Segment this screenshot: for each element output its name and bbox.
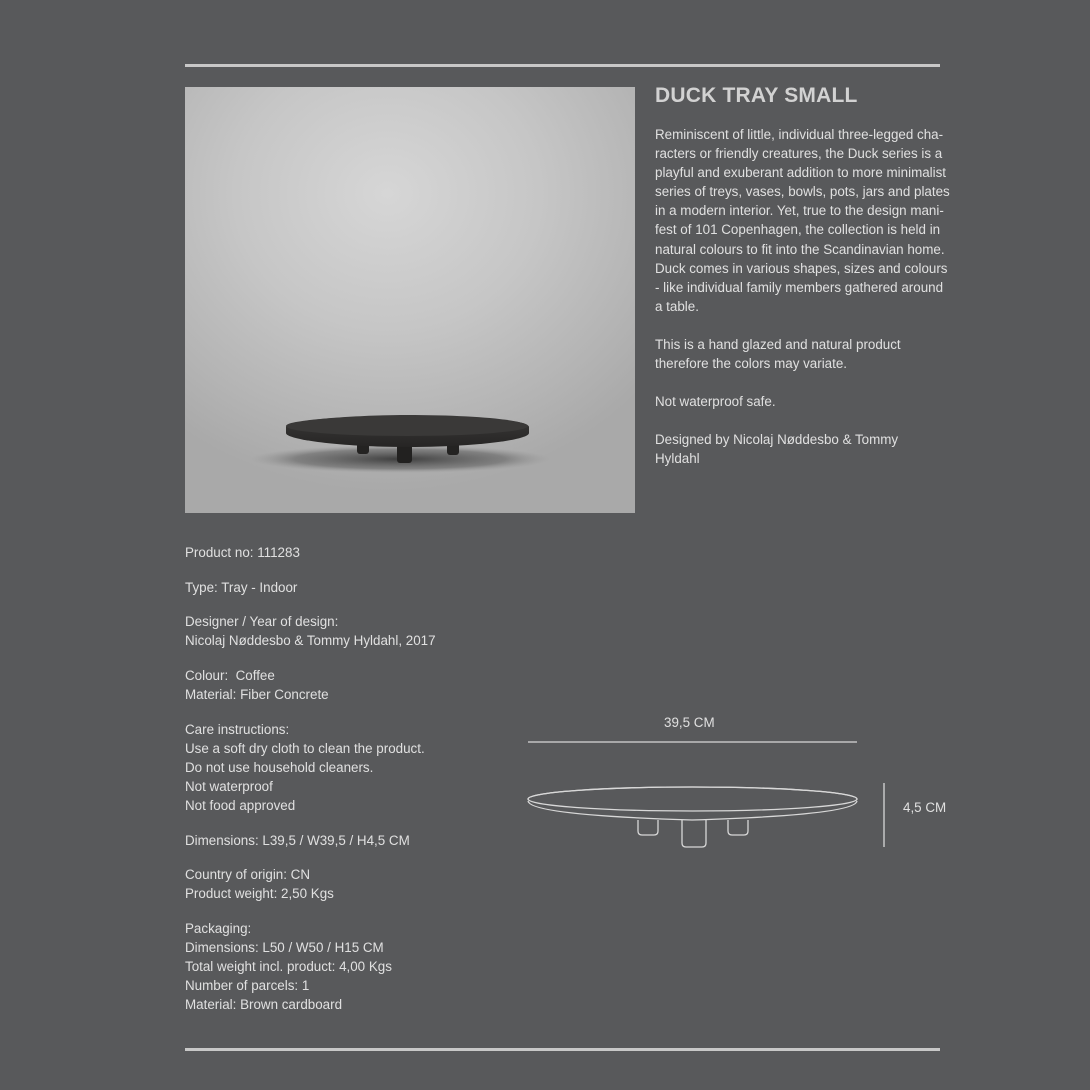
colour: Colour: Coffee: [185, 667, 275, 683]
packaging-label: Packaging:: [185, 920, 252, 936]
product-photo: [185, 87, 635, 513]
tray-photo-illustration: [185, 87, 635, 513]
tray-dimension-drawing: [520, 705, 900, 855]
spec-product-no: [185, 543, 515, 562]
description-line: racters or friendly creatures, the Duck series is a: [655, 146, 943, 162]
packaging-dimensions: Dimensions: L50 / W50 / H15 CM: [185, 939, 384, 955]
country-of-origin: Country of origin: CN: [185, 867, 311, 883]
product-type: Type: Tray - Indoor: [185, 579, 298, 595]
spec-colour-material: [185, 666, 515, 704]
spec-origin-weight: [185, 865, 515, 903]
note-line: therefore the colors may variate.: [655, 356, 848, 372]
designer-value: Nicolaj Nøddesbo & Tommy Hyldahl, 2017: [185, 633, 436, 649]
care-label: Care instructions:: [185, 721, 290, 737]
designer-label: Designer / Year of design:: [185, 614, 339, 630]
description-line: in a modern interior. Yet, true to the design mani-: [655, 203, 944, 219]
spec-designer: [185, 612, 515, 650]
care-instruction: Do not use household cleaners.: [185, 759, 374, 775]
description-line: Duck comes in various shapes, sizes and colours: [655, 260, 948, 276]
description-line: playful and exuberant addition to more minimalist: [655, 165, 947, 181]
spec-dimensions: [185, 831, 515, 850]
product-specs: [185, 543, 515, 1030]
packaging-parcels: Number of parcels: 1: [185, 978, 310, 994]
spec-packaging: [185, 919, 515, 1014]
tray-top: [286, 416, 528, 436]
product-weight: Product weight: 2,50 Kgs: [185, 886, 334, 902]
description-paragraph: [655, 125, 950, 316]
natural-product-note: [655, 335, 945, 373]
dimensions: Dimensions: L39,5 / W39,5 / H4,5 CM: [185, 832, 410, 848]
description-line: - like individual family members gathered around: [655, 279, 944, 295]
width-dimension-label: 39,5 CM: [664, 715, 715, 730]
product-description: [655, 125, 950, 487]
product-title: DUCK TRAY SMALL: [655, 84, 858, 107]
spec-type: [185, 578, 515, 597]
care-instruction: Use a soft dry cloth to clean the product.: [185, 740, 425, 756]
drawing-leg: [728, 820, 748, 835]
drawing-leg: [638, 820, 658, 835]
material: Material: Fiber Concrete: [185, 686, 329, 702]
waterproof-note: Not waterproof safe.: [655, 394, 776, 410]
packaging-material: Material: Brown cardboard: [185, 997, 343, 1013]
top-divider: [185, 64, 940, 67]
spec-care: [185, 720, 515, 815]
description-line: series of treys, vases, bowls, pots, jars and plates: [655, 184, 950, 200]
care-instruction: Not food approved: [185, 797, 296, 813]
care-instruction: Not waterproof: [185, 778, 273, 794]
description-line: fest of 101 Copenhagen, the collection is held in: [655, 222, 941, 238]
drawing-leg: [682, 820, 706, 847]
designed-by: Designed by Nicolaj Nøddesbo & Tommy Hyldahl: [655, 432, 899, 467]
description-line: natural colours to fit into the Scandinavian home.: [655, 241, 945, 257]
height-dimension-label: 4,5 CM: [903, 800, 947, 815]
product-number: Product no: 111283: [185, 545, 300, 560]
description-line: a table.: [655, 298, 699, 314]
note-line: This is a hand glazed and natural product: [655, 336, 901, 352]
bottom-divider: [185, 1048, 940, 1051]
packaging-weight: Total weight incl. product: 4,00 Kgs: [185, 959, 392, 974]
description-line: Reminiscent of little, individual three-legged cha-: [655, 127, 944, 142]
